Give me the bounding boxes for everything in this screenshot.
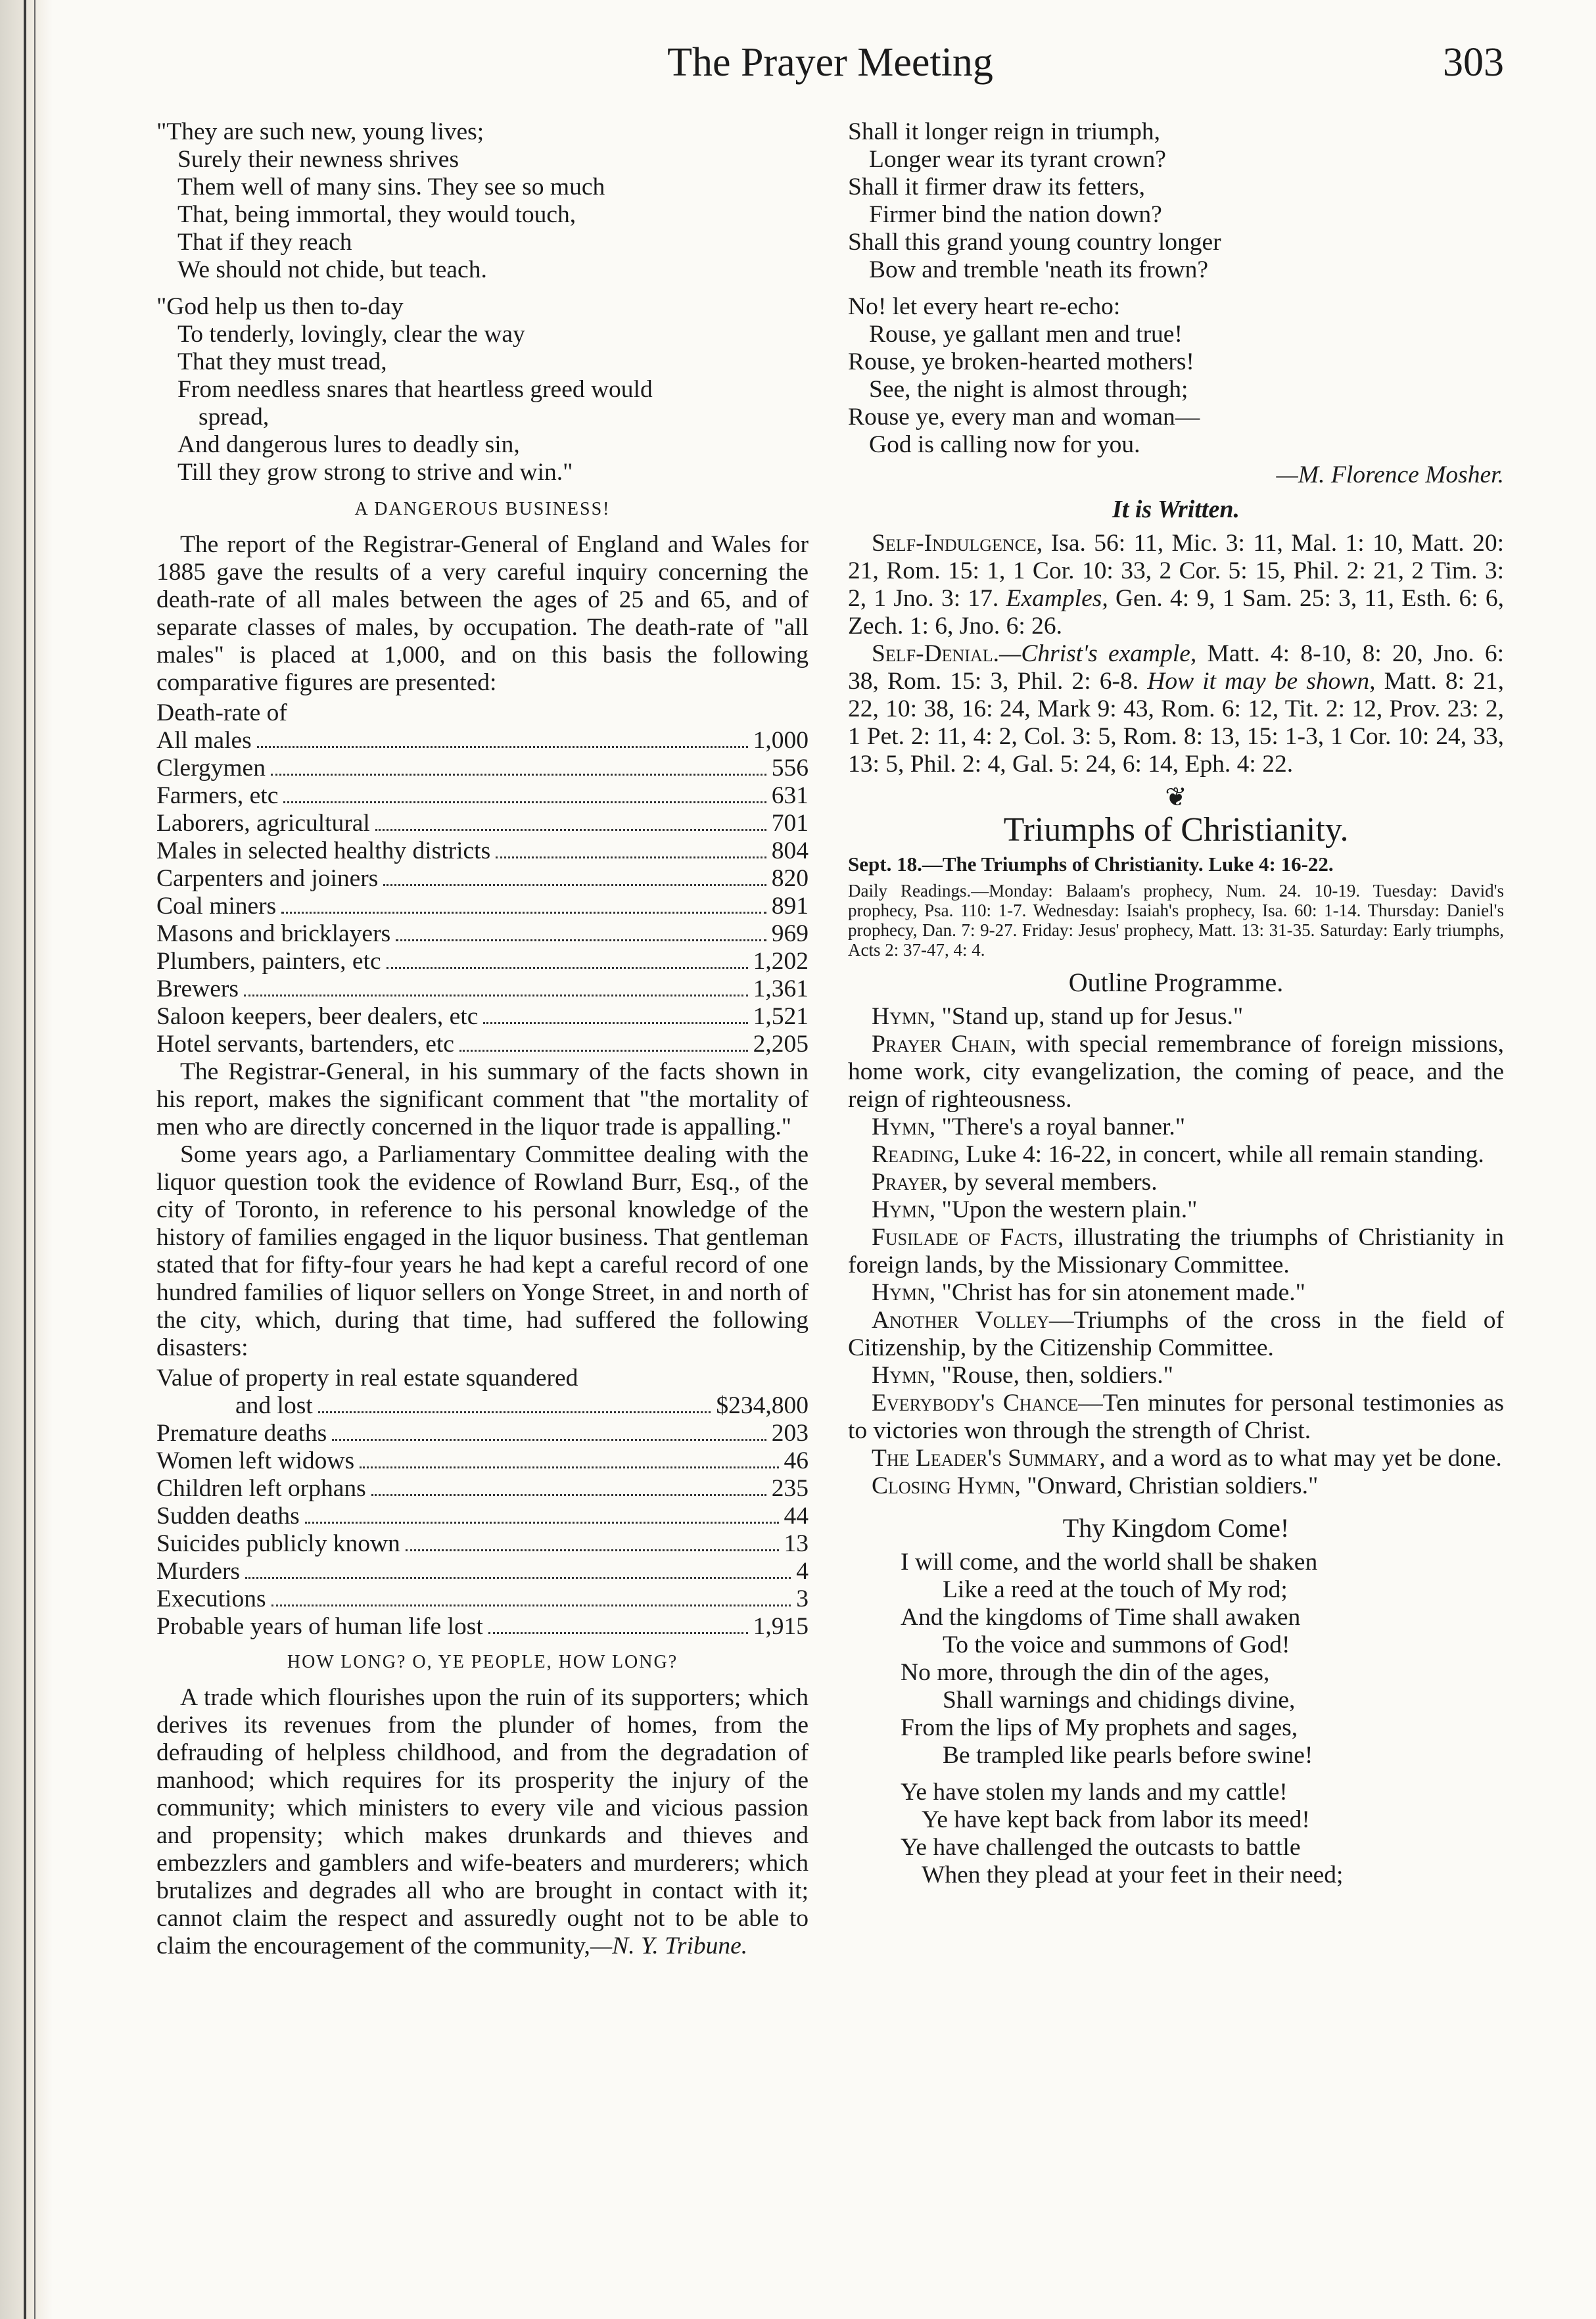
death-rate-table (156, 727, 809, 1058)
poem-line: See, the night is almost through; (869, 376, 1188, 403)
term-label: Self-Denial. (872, 640, 999, 667)
programme-item-label: Hymn, (872, 1279, 936, 1306)
row-value: 203 (771, 1420, 809, 1447)
section-heading-it-is-written: It is Written. (1112, 496, 1240, 523)
row-label: Plumbers, painters, etc (156, 948, 381, 975)
poem-line: Rouse, ye gallant men and true! (869, 321, 1183, 348)
programme-item-text: "Christ has for sin atonement made." (935, 1279, 1305, 1306)
programme-item-label: The Leader's Summary, (872, 1445, 1106, 1472)
row-value: 891 (771, 893, 809, 920)
table-row (156, 810, 809, 837)
table-row (156, 1585, 809, 1613)
row-label: Brewers (156, 975, 239, 1002)
programme-item-text: "Upon the western plain." (935, 1196, 1198, 1223)
table-row (156, 755, 809, 782)
row-label: and lost (235, 1392, 313, 1419)
programme-item-text: Luke 4: 16-22, in concert, while all remain standing. (960, 1141, 1484, 1168)
row-value: 1,202 (753, 948, 809, 975)
row-label: Sudden deaths (156, 1503, 300, 1530)
table-row (156, 1420, 809, 1447)
page-binding-edge (0, 0, 53, 2319)
poem-line: That they must tread, (177, 348, 387, 375)
table-row (156, 1613, 809, 1641)
left-column (156, 118, 809, 1960)
programme-item-text: —Ten minutes for personal testimonies as to victories won through the strength of Christ. (848, 1390, 1504, 1444)
programme-item-label: Hymn, (872, 1196, 936, 1223)
programme-item-label: Prayer, (872, 1169, 948, 1196)
programme-item (848, 1141, 1504, 1169)
poem-line: I will come, and the world shall be shaken (901, 1549, 1318, 1576)
programme-item-text: with special remembrance of foreign missions, home work, city evangelization, the coming of peace, and the reign of righteousness. (848, 1031, 1504, 1113)
section-heading-triumphs: Triumphs of Christianity. (1003, 811, 1349, 849)
row-label: Coal miners (156, 893, 277, 920)
poem-line: Rouse, ye broken-hearted mothers! (848, 348, 1194, 375)
poem-stanza-1 (156, 118, 809, 284)
table-row (156, 893, 809, 920)
programme-item-label: Hymn, (872, 1362, 936, 1389)
poem-line: spread, (199, 404, 270, 431)
table-row (156, 727, 809, 755)
programme-item (848, 1307, 1504, 1362)
table-row (156, 782, 809, 810)
programme-item (848, 1224, 1504, 1279)
table-row (156, 865, 809, 893)
table-row (156, 1530, 809, 1558)
binding-line (24, 0, 26, 2319)
row-label: Executions (156, 1585, 266, 1612)
row-value: 2,205 (753, 1031, 809, 1058)
programme-item-label: Hymn, (872, 1003, 936, 1030)
row-value: 556 (771, 755, 809, 782)
programme-item (848, 1169, 1504, 1196)
poem-line: Rouse ye, every man and woman— (848, 404, 1200, 431)
poem-line: We should not chide, but teach. (177, 256, 487, 283)
term-sublabel: Examples, (1006, 585, 1108, 612)
row-label: Males in selected healthy districts (156, 837, 491, 864)
row-label: Hotel servants, bartenders, etc (156, 1031, 454, 1058)
row-value: 631 (771, 782, 809, 809)
poem-line: To tenderly, lovingly, clear the way (177, 321, 525, 348)
disasters-table (156, 1365, 809, 1641)
programme-item-text: "Stand up, stand up for Jesus." (935, 1003, 1244, 1030)
row-value: 44 (784, 1503, 809, 1530)
page-number: 303 (1443, 40, 1504, 85)
programme-item (848, 1196, 1504, 1224)
table-row (156, 948, 809, 975)
programme-item-label: Fusilade of Facts, (872, 1224, 1064, 1251)
poem-stanza-3 (848, 118, 1504, 284)
table-row (156, 1031, 809, 1058)
programme-item-label: Prayer Chain, (872, 1031, 1017, 1058)
programme-item (848, 1031, 1504, 1113)
programme-item (848, 1279, 1504, 1307)
scripture-refs: Matt. 4: 8-10, 8: 20, Jno. 6: 38, Rom. 15: 3, Phil. 2: 6-8. (848, 640, 1505, 695)
paragraph-text: A trade which flourishes upon the ruin of its supporters; which derives its revenues from the plunder of homes, from the defrauding of helpless childhood, and from the degradation of manhood; which requires for its prosperity the injury of the community; which ministers to every vile and vicious passion and propensity; which makes drunkards and thieves and embezzlers and gamblers and wife-beaters and murderers; which brutalizes and degrades all who are brought in contact with it; cannot claim the respect and assuredly ought not to be able to claim the encouragement of the community, (156, 1684, 809, 1959)
programme-item-label: Closing Hymn, (872, 1472, 1021, 1499)
row-label: All males (156, 727, 252, 754)
poem-stanza-2 (156, 293, 809, 486)
programme-item-label: Reading, (872, 1141, 960, 1168)
table-row (156, 1447, 809, 1475)
section-heading-dangerous-business: A DANGEROUS BUSINESS! (354, 499, 611, 519)
paragraph-parliamentary-committee: Some years ago, a Parliamentary Committee dealing with the liquor question took the evidence of Rowland Burr, Esq., of the city of Toronto, in reference to his personal knowledge of the history of families engaged in the liquor business. That gentleman stated that for fifty-four years he had kept a careful record of one hundred families of liquor sellers on Yonge Street, in and north of the city, which, during that time, had suffered the following disasters: (156, 1141, 809, 1361)
paragraph-registrar-summary: The Registrar-General, in his summary of the facts shown in his report, makes the significant comment that "the mortality of men who are directly concerned in the liquor trade is appalling." (156, 1058, 809, 1140)
table-row (156, 837, 809, 865)
row-value: 4 (796, 1558, 809, 1585)
paragraph-registrar-report: The report of the Registrar-General of England and Wales for 1885 gave the results of a very careful inquiry concerning the death-rate of all males between the ages of 25 and 65, and of separate classes of males, by occupation. The death-rate of "all males" is placed at 1,000, and on this basis the following comparative figures are presented: (156, 531, 809, 696)
row-label: Premature deaths (156, 1420, 327, 1447)
poem-line: Longer wear its tyrant crown? (869, 146, 1166, 173)
paragraph-self-denial (848, 640, 1504, 778)
row-value: 1,361 (753, 975, 809, 1002)
table-row (156, 1558, 809, 1585)
programme-item (848, 1472, 1504, 1500)
table-row (156, 1392, 809, 1420)
row-value: 1,915 (753, 1613, 809, 1640)
poem-stanza-4 (848, 293, 1504, 459)
poem-author: —M. Florence Mosher. (1276, 461, 1504, 488)
scripture-refs: Gen. 4: 9, 1 Sam. 25: 3, 11, Esth. 6: 6, Zech. 1: 6, Jno. 6: 26. (848, 585, 1505, 640)
row-value: 1,000 (753, 727, 809, 754)
row-label: Probable years of human life lost (156, 1613, 483, 1640)
poem-line: Shall this grand young country longer (848, 229, 1221, 256)
poem-line: Till they grow strong to strive and win." (177, 459, 573, 486)
poem-line: Ye have challenged the outcasts to battle (901, 1834, 1301, 1861)
scripture-refs: Matt. 8: 21, 22, 10: 38, 16: 24, Mark 9: 43, Rom. 6: 12, Tit. 2: 12, Prov. 23: 2, 1 Pet. 2: 11, 4: 2, Col. 3: 5, Rom. 8: 13, 15: 1-3, 1 Cor. 10: 24, 33, 13: 5, Phil. 2: 4, Gal. 5: 24, 6: 14, Eph. 4: 22. (848, 668, 1505, 778)
programme-item-text: and a word as to what may yet be done. (1105, 1445, 1502, 1472)
paragraph-self-indulgence (848, 530, 1504, 640)
programme-item (848, 1362, 1504, 1390)
table-title-death-rate: Death-rate of (156, 699, 287, 726)
scripture-refs: Isa. 56: 11, Mic. 3: 11, Mal. 1: 10, Matt. 20: 21, Rom. 15: 1, 1 Cor. 10: 33, 2 Cor. 5: 15, Phil. 2: 21, 2 Tim. 3: 2, 1 Jno. 3: 17. (848, 530, 1504, 612)
programme-item-text: illustrating the triumphs of Christianity in foreign lands, by the Missionary Committee. (848, 1224, 1504, 1278)
programme-item (848, 1113, 1504, 1141)
poem-line: To the voice and summons of God! (943, 1631, 1290, 1658)
paragraph-trade-indictment (156, 1684, 809, 1960)
row-label: Farmers, etc (156, 782, 279, 809)
table-row (156, 920, 809, 948)
running-header (156, 39, 1504, 99)
table-row (156, 1503, 809, 1530)
poem-line: Shall it longer reign in triumph, (848, 118, 1160, 145)
poem-line: No! let every heart re-echo: (848, 293, 1121, 320)
poem-line: And the kingdoms of Time shall awaken (901, 1604, 1301, 1631)
programme-list (848, 1003, 1504, 1500)
row-label: Masons and bricklayers (156, 920, 391, 947)
programme-item (848, 1003, 1504, 1031)
row-value: 820 (771, 865, 809, 892)
binding-line-secondary (34, 0, 35, 2319)
lesson-reference: Sept. 18.—The Triumphs of Christianity. Luke 4: 16-22. (848, 853, 1334, 876)
row-label: Clergymen (156, 755, 266, 782)
term-sublabel: —Christ's example, (999, 640, 1197, 667)
right-column (848, 118, 1504, 1898)
row-label: Children left orphans (156, 1475, 366, 1502)
poem-line: Be trampled like pearls before swine! (943, 1742, 1313, 1769)
row-label: Carpenters and joiners (156, 865, 379, 892)
row-label: Saloon keepers, beer dealers, etc (156, 1003, 479, 1030)
programme-item-label: Everybody's Chance (872, 1390, 1079, 1417)
poem-line: Them well of many sins. They see so much (177, 174, 605, 200)
poem-line: Firmer bind the nation down? (869, 201, 1162, 228)
row-label: Murders (156, 1558, 241, 1585)
poem-line: Bow and tremble 'neath its frown? (869, 256, 1208, 283)
row-value: 1,521 (753, 1003, 809, 1030)
row-value: 46 (784, 1447, 809, 1474)
poem-stanza-6 (848, 1779, 1504, 1889)
row-label: Suicides publicly known (156, 1530, 400, 1557)
programme-item-text: "Onward, Christian soldiers." (1020, 1472, 1319, 1499)
poem-line: Shall warnings and chidings divine, (943, 1687, 1296, 1714)
poem-line: And dangerous lures to deadly sin, (177, 431, 520, 458)
poem-line: That, being immortal, they would touch, (177, 201, 576, 228)
poem-line: That if they reach (177, 229, 352, 256)
programme-item-text: "There's a royal banner." (935, 1113, 1186, 1140)
poem-line: No more, through the din of the ages, (901, 1659, 1270, 1686)
row-value: 3 (796, 1585, 809, 1612)
poem-line: Shall it firmer draw its fetters, (848, 174, 1145, 200)
source-attribution: —N. Y. Tribune. (590, 1932, 748, 1959)
programme-item (848, 1445, 1504, 1472)
section-heading-outline-programme: Outline Programme. (1068, 968, 1284, 997)
term-label: Self-Indulgence, (872, 530, 1043, 557)
fleuron-ornament-icon: ❦ (1165, 782, 1187, 812)
programme-item-text: —Triumphs of the cross in the field of Citizenship, by the Citizenship Committee. (848, 1307, 1504, 1361)
poem-line: Surely their newness shrives (177, 146, 459, 173)
poem-line: God is calling now for you. (869, 431, 1140, 458)
row-value: 969 (771, 920, 809, 947)
section-heading-how-long: HOW LONG? O, YE PEOPLE, HOW LONG? (287, 1652, 678, 1672)
poem-line: From needless snares that heartless greed would (177, 376, 653, 403)
programme-item-text: "Rouse, then, soldiers." (935, 1362, 1173, 1389)
row-value: 13 (784, 1530, 809, 1557)
poem-line: When they plead at your feet in their need; (922, 1862, 1344, 1888)
table-row (156, 1475, 809, 1503)
poem-line: Ye have stolen my lands and my cattle! (901, 1779, 1288, 1806)
term-sublabel: How it may be shown, (1147, 668, 1376, 695)
poem-line: From the lips of My prophets and sages, (901, 1714, 1298, 1741)
table-row-label-line: Value of property in real estate squandered (156, 1365, 578, 1392)
poem-line: "They are such new, young lives; (156, 118, 484, 145)
page-title: The Prayer Meeting (667, 40, 993, 85)
poem-line: Like a reed at the touch of My rod; (943, 1576, 1288, 1603)
row-label: Women left widows (156, 1447, 355, 1474)
daily-readings: Daily Readings.—Monday: Balaam's prophecy, Num. 24. 10-19. Tuesday: David's prophecy, Psa. 110: 1-7. Wednesday: Isaiah's prophecy, Isa. 60: 1-14. Thursday: Daniel's prophecy, Dan. 7: 9-27. Friday: Jesus' prophecy, Matt. 13: 31-35. Saturday: Early triumphs, Acts 2: 37-47, 4: 4. (848, 881, 1504, 960)
poem-line: "God help us then to-day (156, 293, 404, 320)
section-heading-thy-kingdom-come: Thy Kingdom Come! (1062, 1513, 1290, 1543)
table-row (156, 1003, 809, 1031)
row-value: 804 (771, 837, 809, 864)
poem-line: Ye have kept back from labor its meed! (922, 1806, 1310, 1833)
row-value: $234,800 (716, 1392, 809, 1419)
programme-item-label: Another Volley (872, 1307, 1049, 1334)
programme-item-label: Hymn, (872, 1113, 936, 1140)
row-label: Laborers, agricultural (156, 810, 370, 837)
row-value: 235 (771, 1475, 809, 1502)
programme-item-text: by several members. (947, 1169, 1158, 1196)
table-row (156, 975, 809, 1003)
programme-item (848, 1390, 1504, 1445)
poem-stanza-5 (848, 1549, 1504, 1769)
row-value: 701 (771, 810, 809, 837)
